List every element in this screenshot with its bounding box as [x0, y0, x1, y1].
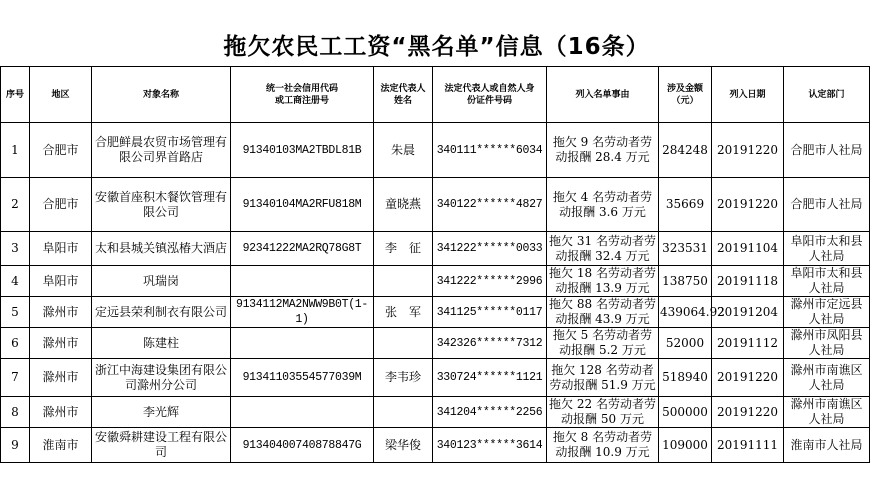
- header-rep-line1: 法定代表人: [380, 83, 426, 94]
- cell-id: 341204******2256: [433, 397, 547, 428]
- header-amount-line1: 涉及金额: [666, 83, 703, 94]
- table-row: [1, 178, 870, 232]
- cell-reason: 拖欠 18 名劳动者劳动报酬 13.9 万元: [547, 266, 659, 297]
- cell-amount: 109000: [659, 428, 712, 463]
- table-row: [1, 328, 870, 359]
- cell-id: 340122******4827: [433, 178, 547, 232]
- cell-rep: 张 军: [374, 297, 433, 328]
- cell-no: 2: [1, 178, 30, 232]
- cell-region: 淮南市: [30, 428, 92, 463]
- cell-name: 安徽舜耕建设工程有限公司: [92, 428, 231, 463]
- header-code: [231, 67, 374, 123]
- cell-rep: [374, 328, 433, 359]
- cell-amount: 323531: [659, 232, 712, 266]
- cell-amount: 35669: [659, 178, 712, 232]
- header-date: 列入日期: [712, 67, 784, 123]
- cell-region: 阜阳市: [30, 232, 92, 266]
- cell-name: 太和县城关镇泓椿大酒店: [92, 232, 231, 266]
- cell-date: 20191112: [712, 328, 784, 359]
- table-row: [1, 123, 870, 178]
- cell-amount: 138750: [659, 266, 712, 297]
- table-row: [1, 397, 870, 428]
- cell-dept: 阜阳市太和县人社局: [784, 232, 870, 266]
- cell-region: 合肥市: [30, 178, 92, 232]
- cell-no: 9: [1, 428, 30, 463]
- cell-reason: 拖欠 9 名劳动者劳动报酬 28.4 万元: [547, 123, 659, 178]
- cell-dept: 滁州市南谯区人社局: [784, 397, 870, 428]
- cell-dept: 滁州市凤阳县人社局: [784, 328, 870, 359]
- header-id: [433, 67, 547, 123]
- header-id-line1: 法定代表人或自然人身: [444, 83, 535, 94]
- table-row: [1, 297, 870, 328]
- cell-date: 20191220: [712, 397, 784, 428]
- cell-id: 342326******7312: [433, 328, 547, 359]
- cell-amount: 518940: [659, 359, 712, 397]
- cell-id: 341222******0033: [433, 232, 547, 266]
- cell-region: 滁州市: [30, 297, 92, 328]
- cell-no: 1: [1, 123, 30, 178]
- cell-dept: 阜阳市太和县人社局: [784, 266, 870, 297]
- cell-amount: 500000: [659, 397, 712, 428]
- header-amount: [659, 67, 712, 123]
- cell-name: 巩瑞岗: [92, 266, 231, 297]
- cell-date: 20191104: [712, 232, 784, 266]
- cell-id: 330724******1121: [433, 359, 547, 397]
- cell-no: 4: [1, 266, 30, 297]
- table-row: [1, 428, 870, 463]
- cell-reason: 拖欠 128 名劳动者劳动报酬 51.9 万元: [547, 359, 659, 397]
- cell-amount: 439064.92: [659, 297, 712, 328]
- cell-no: 6: [1, 328, 30, 359]
- cell-no: 3: [1, 232, 30, 266]
- cell-name: 定远县荣利制衣有限公司: [92, 297, 231, 328]
- cell-id: 340111******6034: [433, 123, 547, 178]
- cell-region: 滁州市: [30, 359, 92, 397]
- cell-code: 91340400740878847G: [231, 428, 374, 463]
- cell-id: 341125******0117: [433, 297, 547, 328]
- cell-reason: 拖欠 8 名劳动者劳动报酬 10.9 万元: [547, 428, 659, 463]
- cell-reason: 拖欠 88 名劳动者劳动报酬 43.9 万元: [547, 297, 659, 328]
- cell-id: 341222******2996: [433, 266, 547, 297]
- cell-rep: 梁华俊: [374, 428, 433, 463]
- cell-name: 安徽首座积木餐饮管理有限公司: [92, 178, 231, 232]
- cell-rep: 李韦珍: [374, 359, 433, 397]
- cell-region: 滁州市: [30, 328, 92, 359]
- header-rep: [374, 67, 433, 123]
- cell-date: 20191220: [712, 359, 784, 397]
- cell-dept: 滁州市定远县人社局: [784, 297, 870, 328]
- cell-no: 5: [1, 297, 30, 328]
- header-code-line2: 或工商注册号: [274, 95, 329, 106]
- header-row: [1, 67, 870, 123]
- table-row: [1, 232, 870, 266]
- cell-code: 92341222MA2RQ78G8T: [231, 232, 374, 266]
- cell-code: 91341103554577039M: [231, 359, 374, 397]
- cell-date: 20191204: [712, 297, 784, 328]
- cell-id: 340123******3614: [433, 428, 547, 463]
- cell-code: [231, 328, 374, 359]
- cell-reason: 拖欠 4 名劳动者劳动报酬 3.6 万元: [547, 178, 659, 232]
- cell-date: 20191220: [712, 178, 784, 232]
- cell-amount: 52000: [659, 328, 712, 359]
- header-amount-line2: （元）: [671, 95, 699, 106]
- page-title: 拖欠农民工工资“黑名单”信息（16条）: [223, 34, 650, 60]
- cell-amount: 284248: [659, 123, 712, 178]
- header-id-line2: 份证件号码: [466, 95, 512, 106]
- cell-code: [231, 266, 374, 297]
- cell-date: 20191111: [712, 428, 784, 463]
- header-reason: 列入名单事由: [547, 67, 659, 123]
- cell-rep: 朱晨: [374, 123, 433, 178]
- header-dept: 认定部门: [784, 67, 870, 123]
- cell-dept: 滁州市南谯区人社局: [784, 359, 870, 397]
- cell-reason: 拖欠 22 名劳动者劳动报酬 50 万元: [547, 397, 659, 428]
- cell-rep: [374, 266, 433, 297]
- cell-code: 91340104MA2RFU818M: [231, 178, 374, 232]
- cell-region: 合肥市: [30, 123, 92, 178]
- cell-reason: 拖欠 31 名劳动者劳动报酬 32.4 万元: [547, 232, 659, 266]
- cell-name: 合肥鲜晨农贸市场管理有限公司界首路店: [92, 123, 231, 178]
- cell-region: 滁州市: [30, 397, 92, 428]
- cell-date: 20191220: [712, 123, 784, 178]
- cell-name: 浙江中海建设集团有限公司滁州分公司: [92, 359, 231, 397]
- table-row: [1, 359, 870, 397]
- cell-region: 阜阳市: [30, 266, 92, 297]
- header-name: 对象名称: [92, 67, 231, 123]
- cell-dept: 合肥市人社局: [784, 178, 870, 232]
- cell-reason: 拖欠 5 名劳动者劳动报酬 5.2 万元: [547, 328, 659, 359]
- cell-rep: 童晓燕: [374, 178, 433, 232]
- cell-rep: 李 征: [374, 232, 433, 266]
- table-row: [1, 266, 870, 297]
- cell-no: 8: [1, 397, 30, 428]
- cell-code: 9134112MA2NWW9B0T(1-1): [231, 297, 374, 328]
- cell-name: 李光辉: [92, 397, 231, 428]
- cell-code: 91340103MA2TBDL81B: [231, 123, 374, 178]
- cell-rep: [374, 397, 433, 428]
- header-no: 序号: [1, 67, 30, 123]
- header-code-line1: 统一社会信用代码: [265, 83, 338, 94]
- cell-dept: 合肥市人社局: [784, 123, 870, 178]
- cell-no: 7: [1, 359, 30, 397]
- header-region: 地区: [30, 67, 92, 123]
- blacklist-table: [0, 66, 870, 463]
- cell-date: 20191118: [712, 266, 784, 297]
- cell-code: [231, 397, 374, 428]
- header-rep-line2: 姓名: [393, 95, 412, 106]
- cell-dept: 淮南市人社局: [784, 428, 870, 463]
- cell-name: 陈建柱: [92, 328, 231, 359]
